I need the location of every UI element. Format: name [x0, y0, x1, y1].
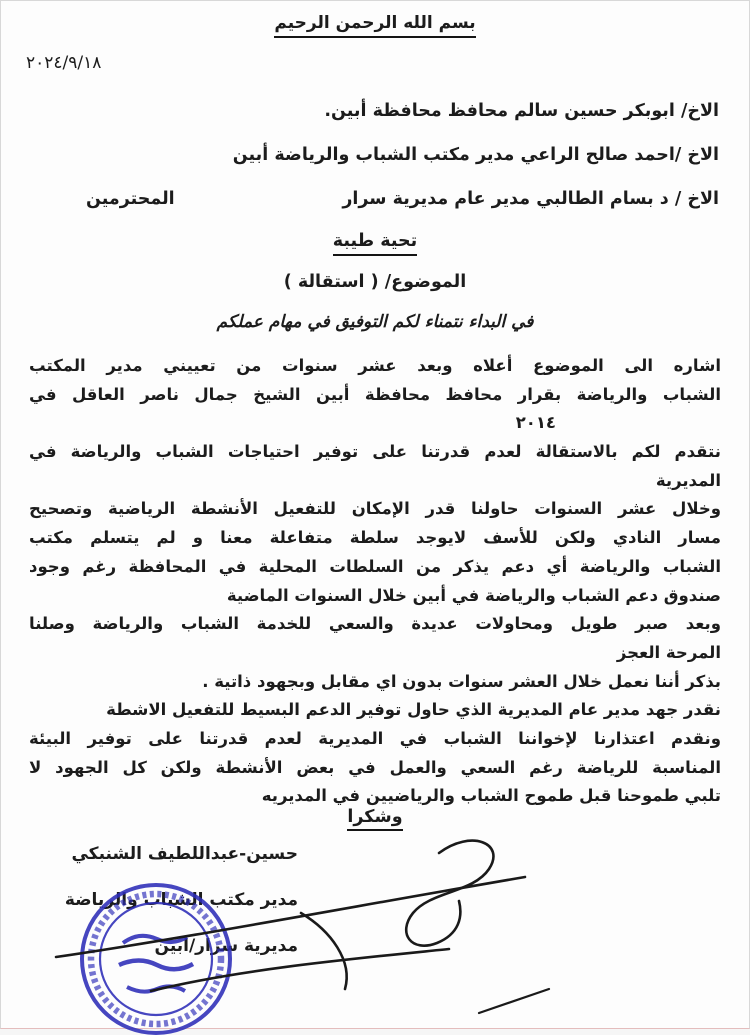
stamp-center-mark [119, 961, 193, 970]
body-line: المناسبة للرياضة رغم السعي والعمل في بعض الأنشطة ولكن كل الجهود لا [29, 757, 721, 777]
basmala-heading [1, 13, 749, 33]
body-line: صندوق دعم الشباب والرياضة في أبين خلال السنوات الماضية [226, 585, 721, 605]
letter-date: ٢٠٢٤/٩/١٨ [26, 53, 102, 73]
body-line: الشباب والرياضة أي دعم يذكر من السلطات المحلية في المحافظة رغم وجود [29, 556, 721, 576]
subject-line: الموضوع/ ( استقالة ) [283, 272, 467, 292]
recipient-line: الاخ/ ابوبكر حسين سالم محافظ محافظة أبين. [324, 101, 719, 121]
signatory-title: مدير مكتب الشباب والرياضة [64, 890, 298, 910]
recipient-line: الاخ /احمد صالح الراعي مدير مكتب الشباب والرياضة أبين [232, 145, 719, 165]
opening-line: في البداء نتمناء لكم التوفيق في مهام عملكم [216, 312, 534, 332]
greeting-text: تحية طيبة [333, 231, 417, 256]
greeting-heading [1, 231, 749, 251]
stamp-outer-ring [82, 885, 230, 1033]
body-line: ونقدم اعتذارنا لإخواننا الشباب في المديرية لعدم قدرتنا على توفير البيئة [29, 728, 721, 748]
body-line: وخلال عشر السنوات حاولنا قدر الإمكان للتفعيل الأنشطة الرياضية وتصحيح [29, 499, 721, 519]
recipients-block [31, 101, 719, 233]
body-line: نتقدم لكم بالاستقالة لعدم قدرتنا على توفير احتياجات الشباب والرياضة في [29, 442, 721, 462]
body-line: تلبي طموحنا قبل طموح الشباب والرياضيين في المديريه [261, 786, 721, 806]
body-line: المرحة العجز [616, 642, 721, 662]
stamp-center-mark [127, 986, 185, 991]
closing-text: وشكرا [347, 807, 402, 831]
recipient-text: الاخ / د بسام الطالبي مدير عام مديرية سرار [342, 189, 719, 209]
body-line: ٢٠١٤ [515, 413, 556, 433]
recipient-line [31, 189, 719, 233]
body-line: وبعد صبر طويل ومحاولات عديدة والسعي للخدمة الشباب والرياضة وصلنا [29, 614, 721, 634]
body-line: الشباب والرياضة بقرار محافظ محافظة أبين الشيخ جمال ناصر العاقل في [29, 384, 721, 404]
basmala-text: بسم الله الرحمن الرحيم [274, 13, 475, 38]
closing-heading [1, 807, 749, 827]
body-line: مسار النادي ولكن للأسف لايوجد سلطة متفاعلة معنا و لم يتسلم مكتب [29, 528, 721, 548]
stamp-inner-ring [100, 903, 212, 1015]
body-line: المديرية [655, 470, 721, 490]
letter-body [29, 352, 721, 811]
body-line: نقدر جهد مدير عام المديرية الذي حاول توفير الدعم البسيط للتفعيل الاشطة [106, 700, 721, 720]
stamp-ring-text [91, 894, 221, 1024]
honorific-label: المحترمين [86, 189, 175, 209]
body-line: بذكر أننا نعمل خلال العشر سنوات بدون اي مقابل وبجهود ذاتية . [202, 671, 721, 691]
body-line: اشاره الى الموضوع أعلاه وبعد عشر سنوات من تعييني مدير المكتب [29, 356, 721, 375]
official-stamp-icon [71, 865, 241, 1035]
signatory-name: حسين-عبداللطيف الشنبكي [71, 844, 298, 864]
signatory-directorate: مديرية سرار/ابين [154, 936, 298, 956]
stamp-center-mark [123, 936, 187, 943]
